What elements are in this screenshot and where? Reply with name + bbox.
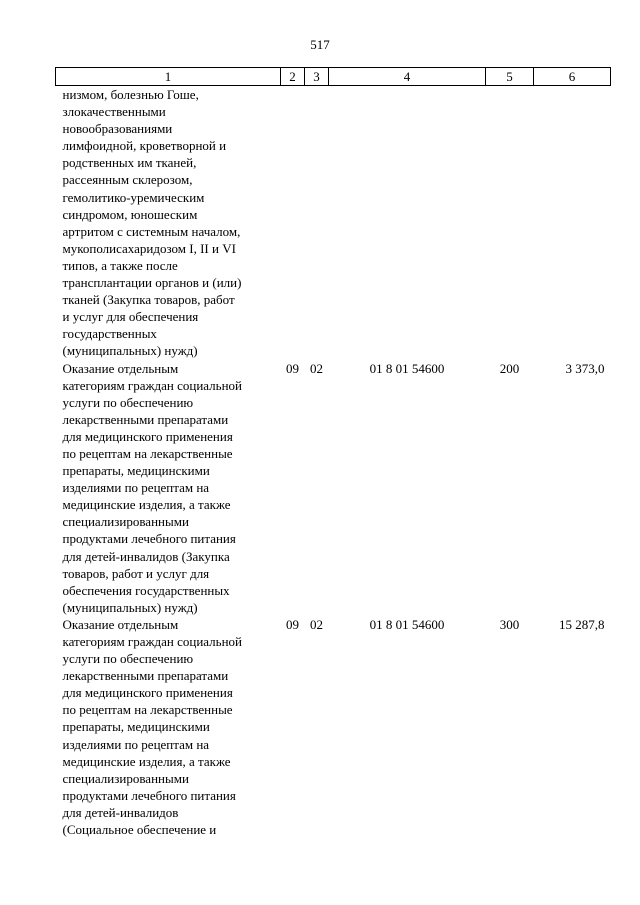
- expense-type-cell: 300: [499, 616, 520, 632]
- subsection-cell: 02: [310, 616, 323, 632]
- expense-name-line: продуктами лечебного питания: [62, 787, 236, 803]
- expense-name-line: для детей-инвалидов: [62, 804, 179, 820]
- expense-name-line: трансплантации органов и (или): [62, 275, 242, 291]
- table-row: [56, 616, 611, 838]
- expense-type-cell: 200: [499, 360, 520, 376]
- expense-name-line: (Социальное обеспечение и: [62, 822, 217, 838]
- column-header-2: 2: [281, 68, 305, 86]
- expense-name-line: злокачественными: [62, 104, 166, 120]
- expense-name-line: медицинские изделия, а также: [62, 497, 231, 513]
- expense-name-line: синдромом, юношеским: [62, 206, 198, 222]
- expense-name-line: по рецептам на лекарственные: [62, 702, 233, 718]
- column-header-3: 3: [305, 68, 329, 86]
- expense-name-line: гемолитико-уремическим: [62, 189, 205, 205]
- table-row: [56, 360, 611, 616]
- expense-name-line: и услуг для обеспечения: [62, 309, 199, 325]
- table-row: [56, 86, 611, 360]
- expense-name-line: категориям граждан социальной: [62, 377, 242, 393]
- expense-name-line: товаров, работ и услуг для: [62, 565, 210, 581]
- expense-name-line: для медицинского применения: [62, 685, 233, 701]
- section-cell: [281, 86, 305, 360]
- expense-name-line: лимфоидной, кроветворной и: [62, 138, 227, 154]
- amount-cell: [534, 86, 611, 360]
- expense-name-line: изделиями по рецептам на: [62, 736, 210, 752]
- expense-name-line: обеспечения государственных: [62, 582, 230, 598]
- expense-name-line: категориям граждан социальной: [62, 634, 242, 649]
- expense-name-line: медицинские изделия, а также: [62, 753, 231, 769]
- target-article-cell: 01 8 01 54600: [369, 360, 445, 376]
- expense-name-line: (муниципальных) нужд): [62, 343, 198, 359]
- expense-name-line: препараты, медицинскими: [62, 463, 210, 479]
- amount-cell: 15 287,8: [559, 616, 605, 632]
- subsection-cell: 02: [310, 360, 323, 376]
- expense-name-line: услуги по обеспечению: [62, 651, 194, 667]
- expense-name-line: Оказание отдельным: [62, 360, 179, 376]
- expense-name-cell: [56, 360, 281, 616]
- expense-name-line: по рецептам на лекарственные: [62, 445, 233, 461]
- expense-type-cell: [486, 86, 534, 360]
- expense-name-line: изделиями по рецептам на: [62, 480, 210, 496]
- table-header-row: [56, 68, 611, 86]
- expense-name-line: лекарственными препаратами: [62, 411, 229, 427]
- target-article-cell: 01 8 01 54600: [369, 616, 445, 632]
- expense-name-line: специализированными: [62, 770, 189, 786]
- expense-name-line: родственных им тканей,: [62, 155, 197, 171]
- expense-name-line: новообразованиями: [62, 121, 173, 137]
- expense-name-line: лекарственными препаратами: [62, 668, 229, 684]
- expense-name-line: мукополисахаридозом I, II и VI: [62, 240, 236, 256]
- expense-name-line: (муниципальных) нужд): [62, 599, 198, 615]
- expense-name-line: для медицинского применения: [62, 428, 233, 444]
- expense-name-cell: [56, 616, 281, 838]
- section-cell: 09: [286, 360, 299, 376]
- subsection-cell: [305, 86, 329, 360]
- expense-name-line: Оказание отдельным: [62, 616, 179, 632]
- column-header-4: 4: [329, 68, 486, 86]
- expense-name-line: специализированными: [62, 514, 189, 530]
- expense-name-line: типов, а также после: [62, 257, 178, 273]
- expense-name-line: рассеянным склерозом,: [62, 172, 193, 188]
- target-article-cell: [329, 86, 486, 360]
- expense-name-line: государственных: [62, 326, 157, 342]
- column-header-1: 1: [56, 68, 281, 86]
- expense-name-line: тканей (Закупка товаров, работ: [62, 292, 235, 308]
- amount-cell: 3 373,0: [565, 360, 605, 376]
- budget-table: [55, 67, 611, 838]
- expense-name-line: для детей-инвалидов (Закупка: [62, 548, 230, 564]
- page-number: 517: [310, 37, 330, 52]
- expense-name-cell: [56, 86, 281, 360]
- column-header-6: 6: [534, 68, 611, 86]
- expense-name-line: услуги по обеспечению: [62, 394, 194, 410]
- column-header-5: 5: [486, 68, 534, 86]
- section-cell: 09: [286, 616, 299, 632]
- expense-name-line: артритом с системным началом,: [62, 223, 241, 239]
- expense-name-line: низмом, болезнью Гоше,: [62, 87, 199, 102]
- expense-name-line: препараты, медицинскими: [62, 719, 210, 735]
- expense-name-line: продуктами лечебного питания: [62, 531, 236, 547]
